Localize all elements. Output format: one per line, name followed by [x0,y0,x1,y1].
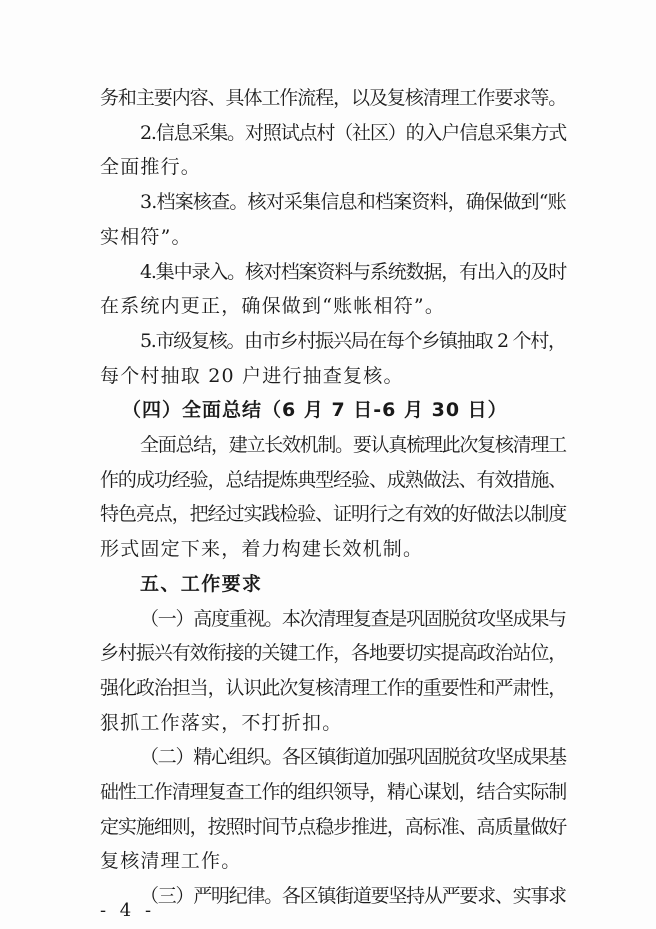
body-line: 务和主要内容、具体工作流程，以及复核清理工作要求等。 [100,87,567,109]
body-line: 2.信息采集。对照试点村（社区）的入户信息采集方式 [140,121,567,144]
body-line: 狠抓工作落实，不打折扣。 [100,711,343,734]
body-line: 作的成功经验，总结提炼典型经验、成熟做法、有效措施、 [100,468,567,491]
page-number: - 4 - [100,900,156,921]
body-line: 全面总结，建立长效机制。要认真梳理此次复核清理工 [140,434,566,456]
body-line: 强化政治担当，认识此次复核清理工作的重要性和严肃性， [100,676,567,699]
body-line: （一）高度重视。本次清理复查是巩固脱贫攻坚成果与 [140,607,566,630]
body-line: 5.市级复核。由市乡村振兴局在每个乡镇抽取 2 个村， [140,329,566,352]
body-line: 4.集中录入。核对档案资料与系统数据，有出入的及时 [140,260,567,283]
body-line: 全面推行。 [100,156,202,179]
body-line: （三）严明纪律。各区镇街道要坚持从严要求、实事求 [140,885,566,908]
body-line: 实相符”。 [100,225,192,248]
body-line: 复核清理工作。 [100,850,242,873]
body-line: 每个村抽取 20 户进行抽查复核。 [100,364,404,387]
section-subheading: （四）全面总结（6 月 7 日-6 月 30 日） [122,399,508,422]
body-line: 3.档案核查。核对采集信息和档案资料，确保做到“账 [140,191,566,214]
body-line: 定实施细则，按照时间节点稳步推进，高标准、高质量做好 [100,815,567,838]
body-line: （二）精心组织。各区镇街道加强巩固脱贫攻坚成果基 [140,746,566,769]
body-line: 乡村振兴有效衔接的关键工作，各地要切实提高政治站位， [100,642,567,665]
body-line: 形式固定下来，着力构建长效机制。 [100,538,424,561]
body-line: 在系统内更正，确保做到“账帐相符”。 [100,295,446,318]
body-line: 础性工作清理复查工作的组织领导，精心谋划，结合实际制 [100,781,567,803]
section-heading: 五、工作要求 [140,572,263,595]
body-line: 特色亮点，把经过实践检验、证明行之有效的好做法以制度 [100,503,567,526]
